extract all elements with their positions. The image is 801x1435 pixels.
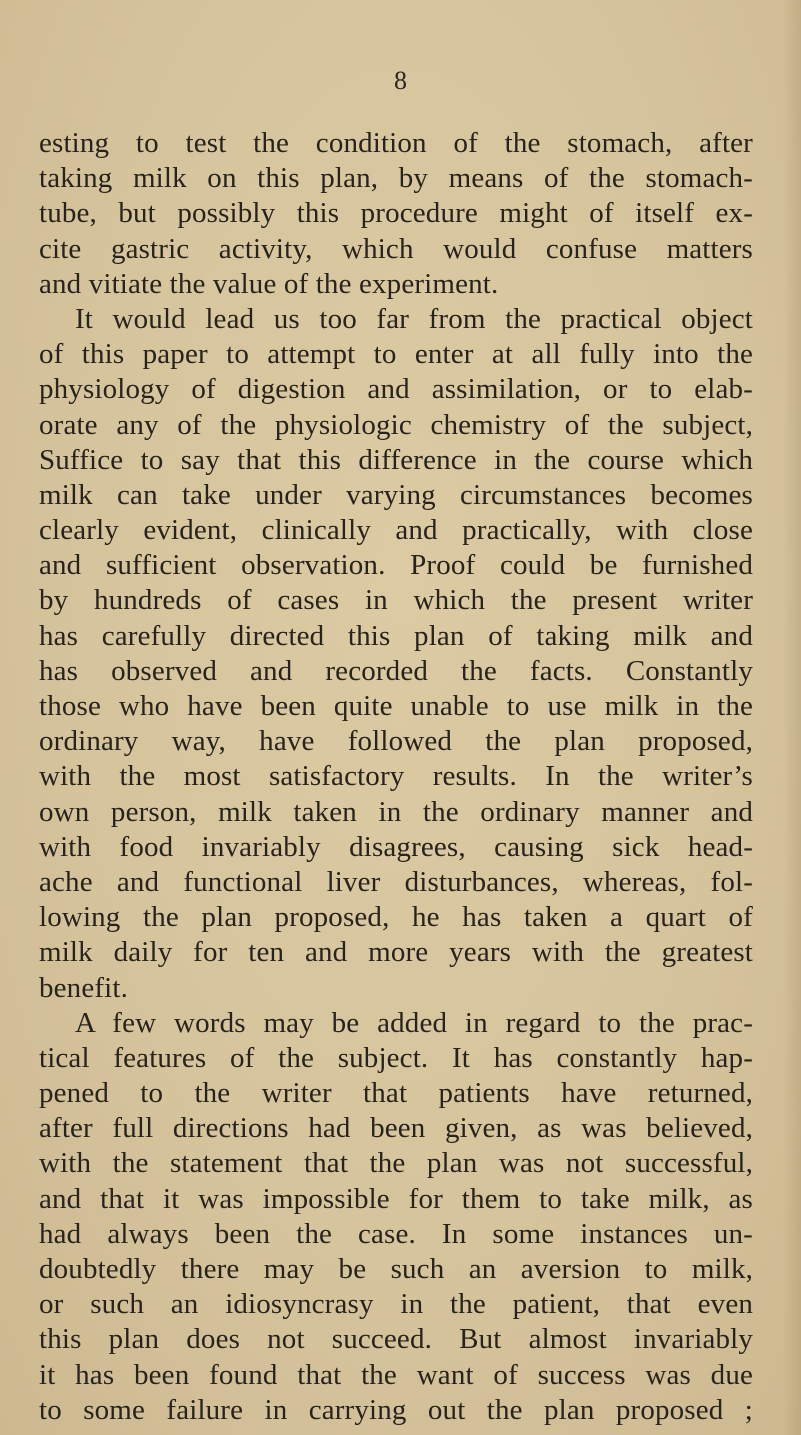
text-line: has carefully directed this plan of taking milk and [39,619,753,652]
text-line: ordinary way, have followed the plan proposed, [39,725,753,758]
text-line: with the statement that the plan was not successful, [39,1147,753,1180]
text-line: milk daily for ten and more years with the greatest [39,936,753,969]
text-line: of this paper to attempt to enter at all fully into the [39,338,753,371]
text-line: after full directions had been given, as was believed, [39,1112,753,1145]
text-line: taking milk on this plan, by means of the stomach- [39,162,753,195]
text-line: and sufficient observation. Proof could be furnished [39,549,753,582]
page-edge-shadow [783,0,801,1435]
text-line: this plan does not succeed. But almost invariably [39,1323,753,1356]
text-line: has observed and recorded the facts. Constantly [39,654,753,687]
text-line: to some failure in carrying out the plan proposed ; [39,1393,753,1426]
text-line: tical features of the subject. It has constantly hap- [39,1041,753,1074]
text-line: Suffice to say that this difference in the course which [39,443,753,476]
text-line: benefit. [39,971,128,1004]
text-line: those who have been quite unable to use milk in the [39,690,753,722]
text-line: and vitiate the value of the experiment. [39,267,499,300]
text-line: with food invariably disagrees, causing sick head- [39,830,753,863]
text-line: lowing the plan proposed, he has taken a quart of [39,901,753,934]
text-line: doubtedly there may be such an aversion to milk, [39,1253,753,1285]
text-line: ache and functional liver disturbances, whereas, fol- [39,865,753,898]
text-line: orate any of the physiologic chemistry of the subject, [39,408,753,441]
page-number: 8 [394,66,407,95]
text-line: tube, but possibly this procedure might of itself ex- [39,197,753,230]
text-line: pened to the writer that patients have returned, [39,1077,753,1110]
text-line: with the most satisfactory results. In the writer’s [39,760,753,793]
text-line: and that it was impossible for them to take milk, as [39,1182,753,1215]
text-line: cite gastric activity, which would confuse matters [39,232,753,265]
body-text [39,126,753,1428]
text-line: clearly evident, clinically and practically, with close [39,514,753,547]
text-line: it has been found that the want of success was due [39,1358,753,1391]
text-line: It would lead us too far from the practical object [75,302,753,335]
text-line: had always been the case. In some instances un- [39,1217,753,1250]
text-line: by hundreds of cases in which the present writer [39,584,753,617]
text-line: physiology of digestion and assimilation, or to elab- [39,373,753,406]
text-line: A few words may be added in regard to the prac- [75,1006,753,1039]
text-line: milk can take under varying circumstances becomes [39,478,753,511]
text-line: esting to test the condition of the stomach, after [39,127,753,159]
text-line: own person, milk taken in the ordinary manner and [39,795,753,828]
text-line: or such an idiosyncrasy in the patient, that even [39,1288,753,1321]
